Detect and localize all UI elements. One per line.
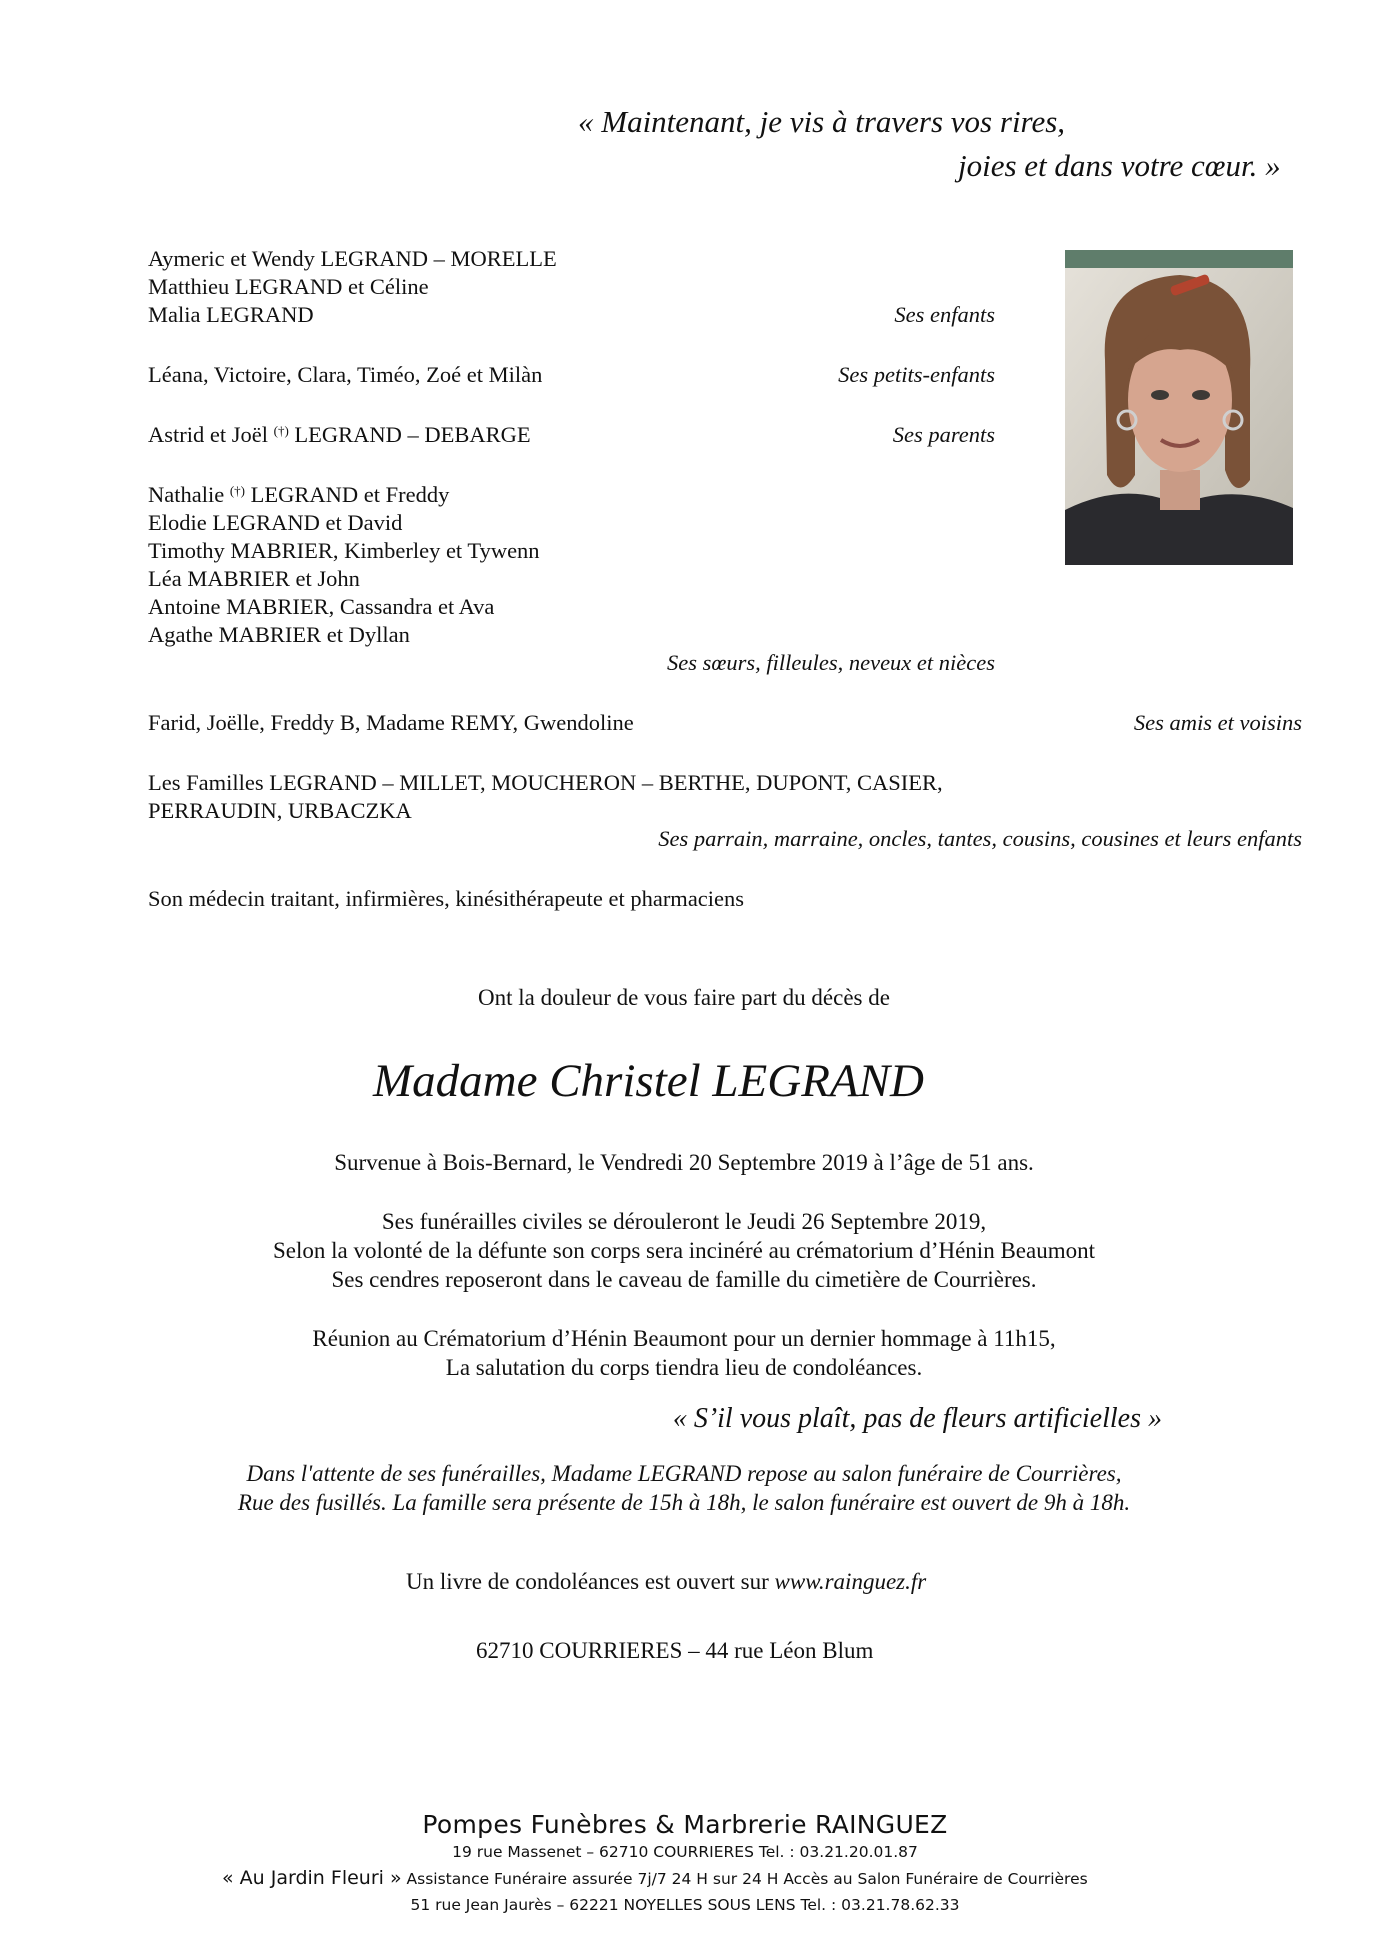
quote-line-1: « Maintenant, je vis à travers vos rires, bbox=[578, 104, 1066, 139]
quote-line-2: joies et dans votre cœur. » bbox=[958, 148, 1281, 183]
siblings-first bbox=[148, 481, 449, 509]
friends-label: Ses amis et voisins bbox=[1133, 710, 1302, 735]
sibling-name: Agathe MABRIER et Dyllan bbox=[148, 622, 410, 647]
parents-name-b: LEGRAND – DEBARGE bbox=[294, 422, 531, 447]
portrait-photo bbox=[1065, 250, 1293, 565]
condolences-link[interactable]: www.rainguez.fr bbox=[774, 1569, 927, 1594]
funeral-line: Selon la volonté de la défunte son corps sera incinéré au crématorium d’Hénin Beaumont bbox=[273, 1238, 1095, 1263]
parents-label: Ses parents bbox=[892, 422, 995, 447]
sibling-name: Timothy MABRIER, Kimberley et Tywenn bbox=[148, 538, 540, 563]
deceased-mark: (†) bbox=[229, 483, 246, 498]
sibling-name: Léa MABRIER et John bbox=[148, 566, 360, 591]
families-line-2: PERRAUDIN, URBACZKA bbox=[148, 798, 412, 823]
friends-names: Farid, Joëlle, Freddy B, Madame REMY, Gwendoline bbox=[148, 710, 634, 735]
footer-address-1: 19 rue Massenet – 62710 COURRIERES Tel. : 03.21.20.01.87 bbox=[452, 1843, 918, 1861]
sibling-name: Elodie LEGRAND et David bbox=[148, 510, 403, 535]
sibling-name: Antoine MABRIER, Cassandra et Ava bbox=[148, 594, 495, 619]
children-name: Aymeric et Wendy LEGRAND – MORELLE bbox=[148, 246, 557, 271]
parents-names bbox=[148, 421, 531, 449]
children-name: Malia LEGRAND bbox=[148, 302, 314, 327]
announcement-intro: Ont la douleur de vous faire part du décès de bbox=[478, 985, 890, 1010]
children-label: Ses enfants bbox=[894, 302, 995, 327]
siblings-first-a: Nathalie bbox=[148, 482, 225, 507]
medical-staff: Son médecin traitant, infirmières, kinésithérapeute et pharmaciens bbox=[148, 886, 745, 911]
grandchildren-label: Ses petits-enfants bbox=[838, 362, 995, 387]
death-details: Survenue à Bois-Bernard, le Vendredi 20 Septembre 2019 à l’âge de 51 ans. bbox=[334, 1150, 1034, 1175]
flowers-request: « S’il vous plaît, pas de fleurs artificielles » bbox=[672, 1403, 1162, 1434]
footer-company: Pompes Funèbres & Marbrerie RAINGUEZ bbox=[422, 1810, 948, 1839]
grandchildren-names: Léana, Victoire, Clara, Timéo, Zoé et Milàn bbox=[148, 362, 543, 387]
condolences-line bbox=[406, 1567, 926, 1596]
funeral-line: Ses funérailles civiles se dérouleront le Jeudi 26 Septembre 2019, bbox=[381, 1209, 987, 1234]
footer-address-2: 51 rue Jean Jaurès – 62221 NOYELLES SOUS LENS Tel. : 03.21.78.62.33 bbox=[410, 1896, 960, 1914]
families-line-1: Les Familles LEGRAND – MILLET, MOUCHERON – BERTHE, DUPONT, CASIER, bbox=[148, 770, 943, 795]
meeting-line: Réunion au Crématorium d’Hénin Beaumont pour un dernier hommage à 11h15, bbox=[312, 1326, 1056, 1351]
deceased-name: Madame Christel LEGRAND bbox=[373, 1055, 924, 1107]
funeral-line: Ses cendres reposeront dans le caveau de famille du cimetière de Courrières. bbox=[331, 1267, 1037, 1292]
siblings-label: Ses sœurs, filleules, neveux et nièces bbox=[666, 650, 995, 675]
rest-line: Dans l'attente de ses funérailles, Madame LEGRAND repose au salon funéraire de Courrières, bbox=[246, 1461, 1122, 1486]
condolences-prefix: Un livre de condoléances est ouvert sur bbox=[406, 1569, 769, 1594]
announcement-address: 62710 COURRIERES – 44 rue Léon Blum bbox=[476, 1638, 874, 1663]
footer-jardin-name: « Au Jardin Fleuri » bbox=[222, 1867, 402, 1889]
children-name: Matthieu LEGRAND et Céline bbox=[148, 274, 429, 299]
footer-jardin bbox=[222, 1868, 1088, 1890]
meeting-line: La salutation du corps tiendra lieu de condoléances. bbox=[445, 1355, 923, 1380]
deceased-mark: (†) bbox=[273, 423, 289, 438]
parents-name-a: Astrid et Joël bbox=[148, 422, 268, 447]
footer-jardin-info: Assistance Funéraire assurée 7j/7 24 H sur 24 H Accès au Salon Funéraire de Courrières bbox=[406, 1870, 1088, 1888]
families-label: Ses parrain, marraine, oncles, tantes, cousins, cousines et leurs enfants bbox=[658, 826, 1302, 851]
siblings-first-b: LEGRAND et Freddy bbox=[250, 482, 450, 507]
rest-line: Rue des fusillés. La famille sera présente de 15h à 18h, le salon funéraire est ouvert de 9h à 18h. bbox=[237, 1490, 1131, 1515]
